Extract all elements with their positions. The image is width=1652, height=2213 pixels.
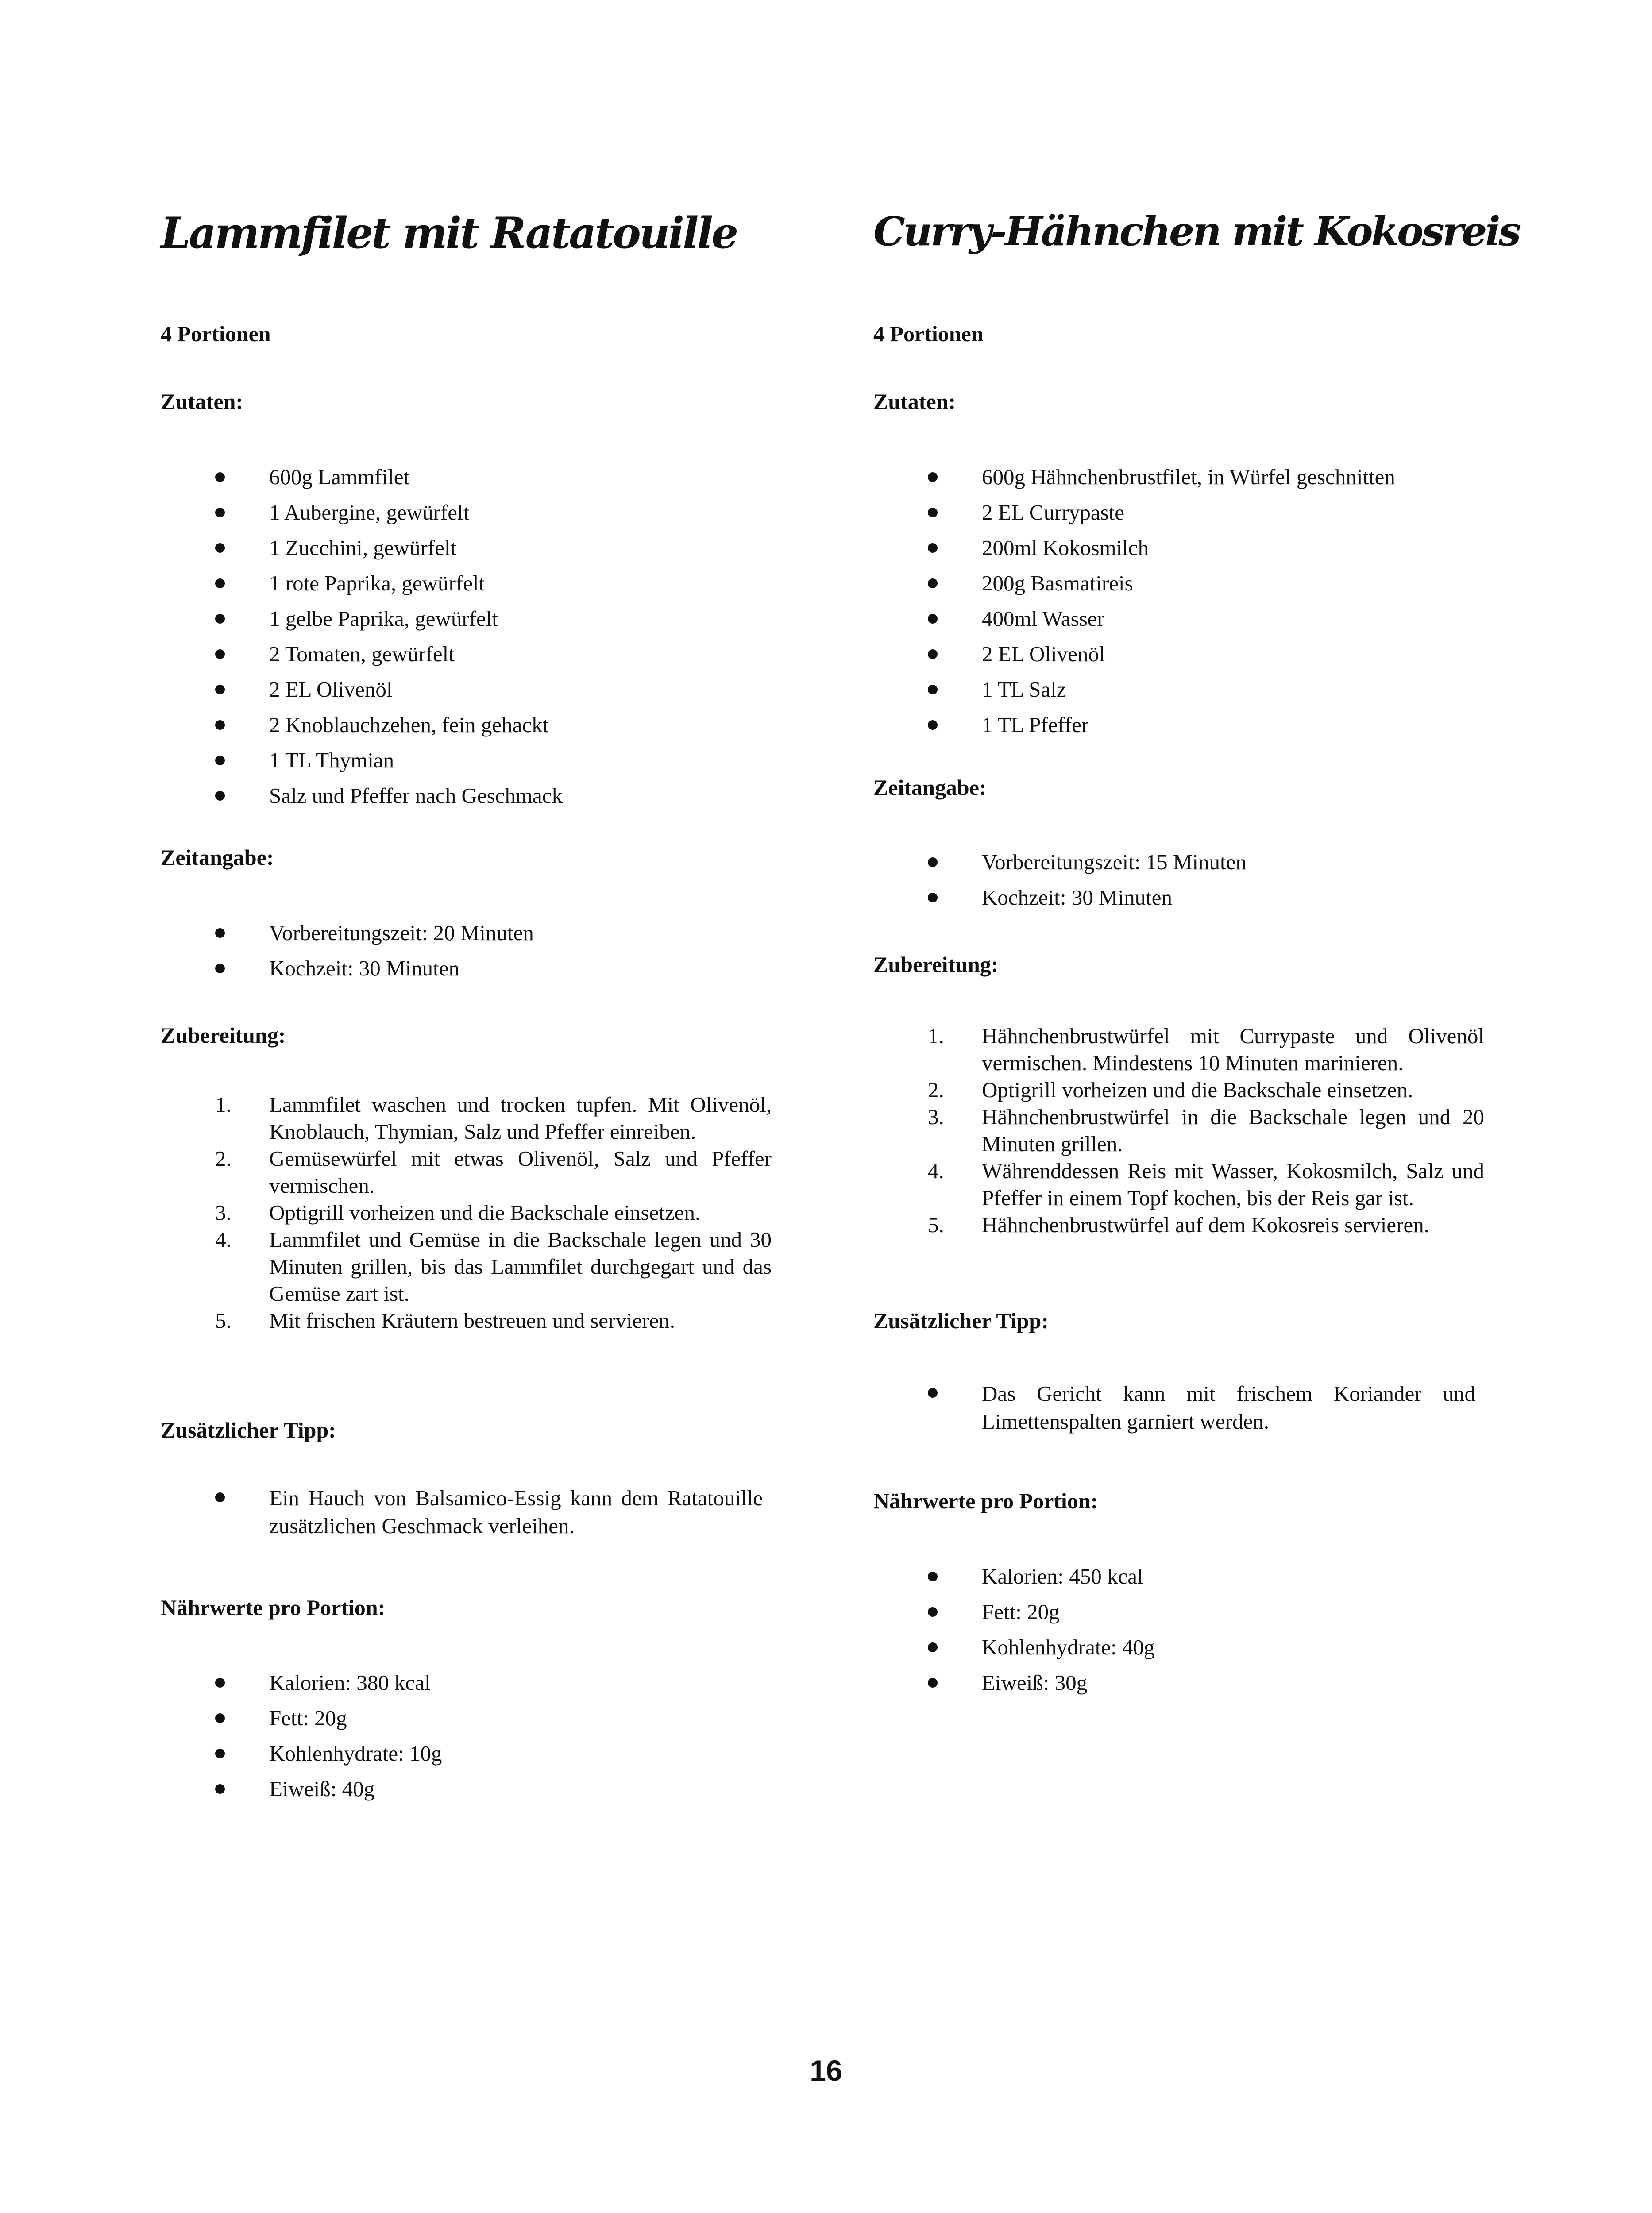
- bullet-icon: [215, 614, 225, 624]
- nutrition-heading: Nährwerte pro Portion:: [873, 1488, 1098, 1513]
- bullet-icon: [928, 720, 938, 730]
- list-item: Vorbereitungszeit: 20 Minuten: [161, 915, 789, 951]
- bullet-icon: [928, 857, 938, 867]
- list-item: 1 TL Thymian: [161, 743, 789, 778]
- list-item: 1 TL Salz: [873, 672, 1502, 707]
- bullet-icon: [215, 508, 225, 517]
- bullet-icon: [215, 720, 225, 730]
- bullet-icon: [928, 543, 938, 553]
- list-item: Ein Hauch von Balsamico-Essig kann dem Ratatouille zusätzlichen Geschmack verleihen.: [161, 1484, 763, 1540]
- bullet-icon: [215, 928, 225, 938]
- prep-heading: Zubereitung:: [873, 952, 999, 977]
- ingredients-list: [873, 459, 1502, 743]
- step-item: 1. Hähnchenbrustwürfel mit Currypaste und Olivenöl vermischen. Mindestens 10 Minuten marinieren.: [928, 1024, 1484, 1075]
- nutrition-list: [873, 1559, 1502, 1700]
- page-number: 16: [810, 2054, 842, 2087]
- list-item: Kalorien: 450 kcal: [873, 1559, 1502, 1594]
- bullet-icon: [928, 1642, 938, 1652]
- bullet-icon: [215, 1492, 225, 1502]
- bullet-icon: [928, 1572, 938, 1581]
- bullet-icon: [215, 1749, 225, 1758]
- list-item: 1 Zucchini, gewürfelt: [161, 530, 789, 566]
- portions-label: 4 Portionen: [873, 321, 984, 346]
- list-item: 2 EL Olivenöl: [873, 636, 1502, 672]
- bullet-icon: [215, 1784, 225, 1794]
- list-item: Fett: 20g: [161, 1700, 789, 1736]
- bullet-icon: [215, 1678, 225, 1688]
- list-item: 1 rote Paprika, gewürfelt: [161, 566, 789, 601]
- bullet-icon: [215, 472, 225, 482]
- bullet-icon: [928, 1678, 938, 1688]
- steps-list: [873, 1022, 1484, 1238]
- step-item: 5. Mit frischen Kräutern bestreuen und servieren.: [215, 1308, 675, 1333]
- bullet-icon: [928, 508, 938, 517]
- list-item: Kohlenhydrate: 40g: [873, 1630, 1502, 1665]
- list-item: 200g Basmatireis: [873, 566, 1502, 601]
- tip-heading: Zusätzlicher Tipp:: [161, 1418, 336, 1442]
- recipe-title: Lammfilet mit Ratatouille: [161, 208, 737, 258]
- list-item: Kochzeit: 30 Minuten: [873, 880, 1502, 915]
- list-item: 2 Knoblauchzehen, fein gehackt: [161, 707, 789, 743]
- list-item: 2 EL Olivenöl: [161, 672, 789, 707]
- time-heading: Zeitangabe:: [161, 845, 274, 870]
- bullet-icon: [215, 649, 225, 659]
- list-item: Vorbereitungszeit: 15 Minuten: [873, 844, 1502, 880]
- bullet-icon: [928, 1388, 938, 1398]
- ingredients-list: [161, 459, 789, 813]
- step-item: 1. Lammfilet waschen und trocken tupfen. Mit Olivenöl, Knoblauch, Thymian, Salz und Pfeffer einreiben.: [215, 1092, 772, 1144]
- list-item: Kochzeit: 30 Minuten: [161, 951, 789, 986]
- list-item: 600g Lammfilet: [161, 459, 789, 495]
- tip-heading: Zusätzlicher Tipp:: [873, 1308, 1049, 1333]
- step-item: 2. Optigrill vorheizen und die Backschale einsetzen.: [928, 1078, 1413, 1102]
- bullet-icon: [928, 685, 938, 694]
- bullet-icon: [928, 614, 938, 624]
- list-item: Salz und Pfeffer nach Geschmack: [161, 778, 789, 813]
- list-item: Fett: 20g: [873, 1594, 1502, 1630]
- list-item: 600g Hähnchenbrustfilet, in Würfel geschnitten: [873, 459, 1502, 495]
- list-item: 200ml Kokosmilch: [873, 530, 1502, 566]
- time-heading: Zeitangabe:: [873, 775, 987, 800]
- list-item: 1 gelbe Paprika, gewürfelt: [161, 601, 789, 636]
- bullet-icon: [928, 578, 938, 588]
- recipe-title: Curry-Hähnchen mit Kokosreis: [873, 208, 1520, 255]
- tip-list: [161, 1484, 763, 1540]
- list-item: 400ml Wasser: [873, 601, 1502, 636]
- step-item: 4. Lammfilet und Gemüse in die Backschale legen und 30 Minuten grillen, bis das Lammfilet durchgegart und das Gemüse zart ist.: [215, 1227, 772, 1306]
- nutrition-heading: Nährwerte pro Portion:: [161, 1595, 386, 1620]
- bullet-icon: [215, 578, 225, 588]
- list-item: Eiweiß: 40g: [161, 1771, 789, 1807]
- list-item: 1 TL Pfeffer: [873, 707, 1502, 743]
- steps-list: [161, 1091, 772, 1334]
- list-item: Kohlenhydrate: 10g: [161, 1736, 789, 1771]
- step-item: 5. Hähnchenbrustwürfel auf dem Kokosreis servieren.: [928, 1213, 1429, 1237]
- list-item: Kalorien: 380 kcal: [161, 1665, 789, 1700]
- bullet-icon: [215, 756, 225, 765]
- step-item: 2. Gemüsewürfel mit etwas Olivenöl, Salz und Pfeffer vermischen.: [215, 1146, 772, 1198]
- bullet-icon: [215, 685, 225, 694]
- prep-heading: Zubereitung:: [161, 1023, 286, 1048]
- time-list: [873, 844, 1502, 915]
- ingredients-heading: Zutaten:: [873, 389, 956, 414]
- bullet-icon: [928, 1607, 938, 1617]
- bullet-icon: [215, 1713, 225, 1723]
- step-item: 3. Optigrill vorheizen und die Backschale einsetzen.: [215, 1200, 701, 1225]
- list-item: Das Gericht kann mit frischem Koriander und Limettenspalten garniert werden.: [873, 1380, 1475, 1435]
- bullet-icon: [215, 543, 225, 553]
- tip-list: [873, 1380, 1475, 1435]
- bullet-icon: [928, 649, 938, 659]
- time-list: [161, 915, 789, 986]
- step-item: 4. Währenddessen Reis mit Wasser, Kokosmilch, Salz und Pfeffer in einem Topf kochen, bis der Reis gar ist.: [928, 1159, 1484, 1210]
- list-item: 2 Tomaten, gewürfelt: [161, 636, 789, 672]
- list-item: 1 Aubergine, gewürfelt: [161, 495, 789, 530]
- list-item: Eiweiß: 30g: [873, 1665, 1502, 1700]
- nutrition-list: [161, 1665, 789, 1807]
- bullet-icon: [928, 472, 938, 482]
- bullet-icon: [928, 893, 938, 902]
- ingredients-heading: Zutaten:: [161, 389, 243, 414]
- bullet-icon: [215, 964, 225, 973]
- bullet-icon: [215, 791, 225, 801]
- portions-label: 4 Portionen: [161, 321, 271, 346]
- step-item: 3. Hähnchenbrustwürfel in die Backschale legen und 20 Minuten grillen.: [928, 1105, 1484, 1156]
- list-item: 2 EL Currypaste: [873, 495, 1502, 530]
